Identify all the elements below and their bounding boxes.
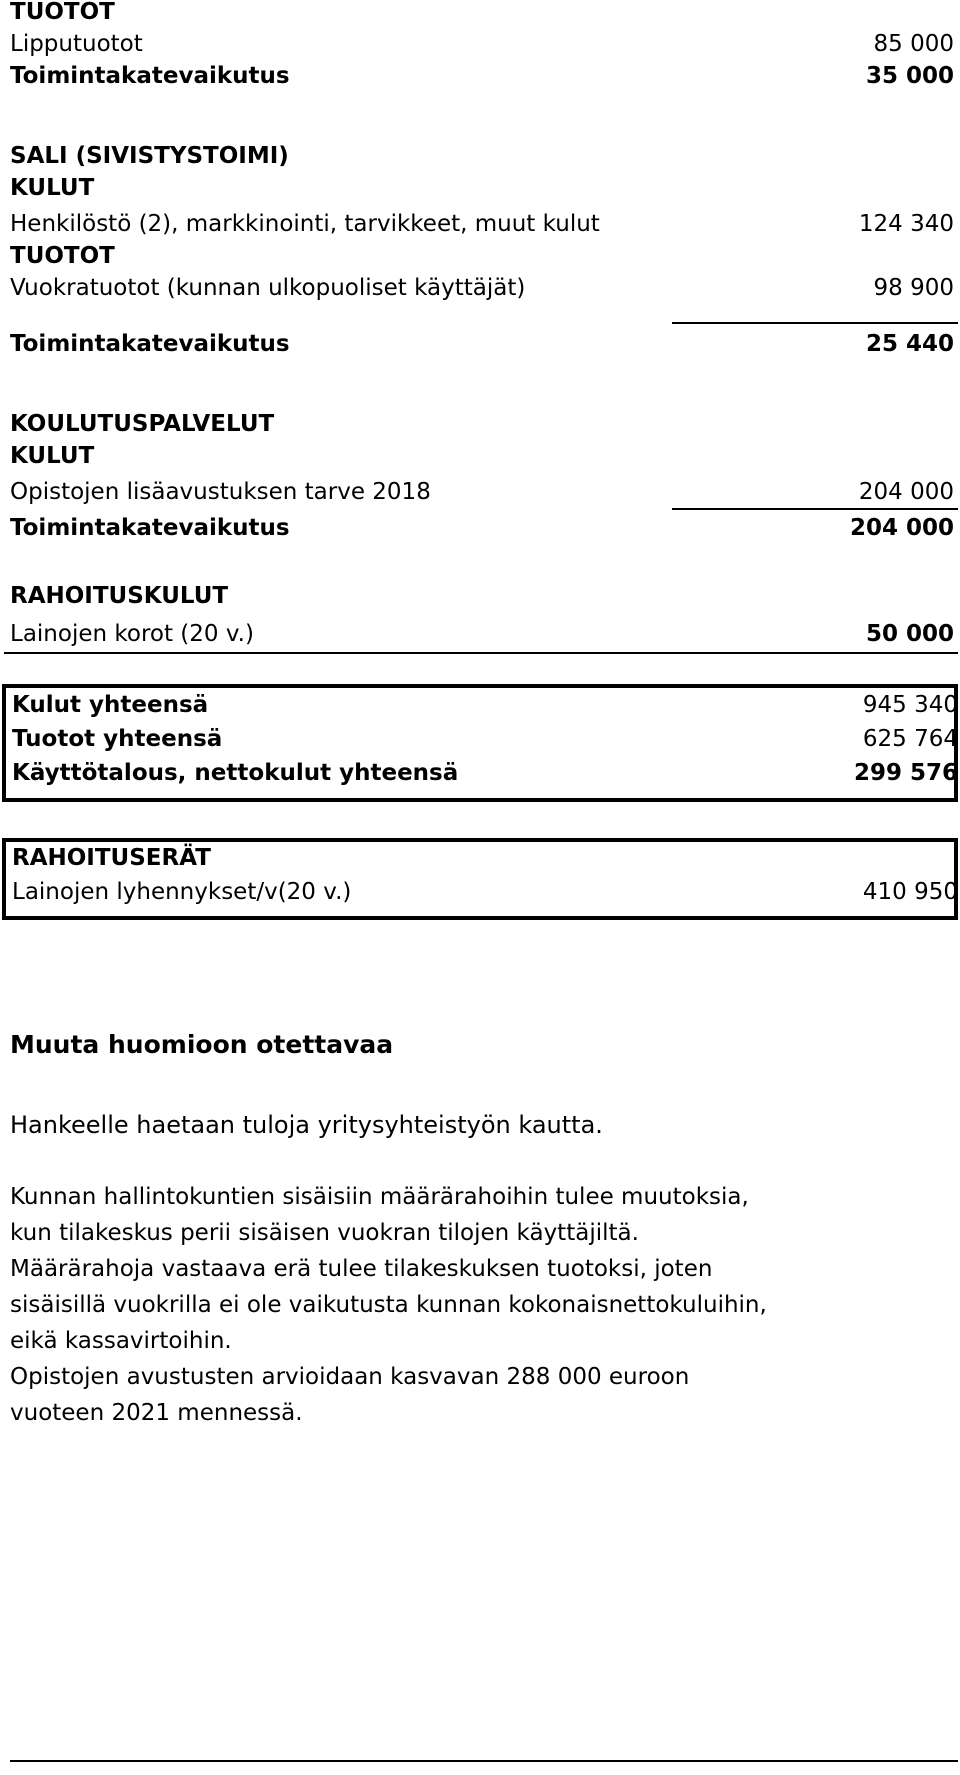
heading-text: KULUT: [10, 175, 95, 201]
row-kayttotalous-nettokulut: [12, 755, 958, 791]
row-label: Tuotot yhteensä: [12, 726, 223, 752]
row-opistojen-lisaavustus: [10, 474, 954, 510]
row-label: Käyttötalous, nettokulut yhteensä: [12, 760, 459, 786]
heading-text: TUOTOT: [10, 243, 115, 269]
summary-box: [2, 684, 958, 802]
row-label: Lainojen korot (20 v.): [10, 621, 254, 647]
row-toimintakatevaikutus-2: [10, 326, 954, 362]
notes-line: sisäisillä vuokrilla ei ole vaikutusta kunnan kokonaisnettokuluihin,: [10, 1292, 767, 1318]
notes-line: vuoteen 2021 mennessä.: [10, 1400, 303, 1426]
section-heading-rahoituskulut: [10, 578, 954, 614]
heading-text: KULUT: [10, 443, 95, 469]
heading-text: TUOTOT: [10, 0, 115, 25]
notes-line: eikä kassavirtoihin.: [10, 1328, 232, 1354]
row-henkilosto: [10, 206, 954, 242]
row-value: 25 440: [865, 331, 954, 357]
row-value: 204 000: [858, 479, 954, 505]
subheading-kulut-2: [10, 438, 954, 474]
row-lainojen-korot: [10, 616, 954, 652]
row-toimintakatevaikutus-1: [10, 58, 954, 94]
rahoituserat-box: [2, 838, 958, 920]
subheading-tuotot: [10, 238, 954, 274]
subheading-kulut: [10, 170, 954, 206]
row-value: 85 000: [873, 31, 954, 57]
section-heading-koulutuspalvelut: [10, 406, 954, 442]
row-label: Toimintakatevaikutus: [10, 63, 290, 89]
notes-line: kun tilakeskus perii sisäisen vuokran tilojen käyttäjiltä.: [10, 1220, 639, 1246]
notes-line: Kunnan hallintokuntien sisäisiin määrärahoihin tulee muutoksia,: [10, 1184, 749, 1210]
row-label: Opistojen lisäavustuksen tarve 2018: [10, 479, 431, 505]
row-vuokratuotot: [10, 270, 954, 306]
row-tuotot-yhteensa: [12, 721, 958, 757]
row-kulut-yhteensa: [12, 687, 958, 723]
row-lipputuotot: [10, 26, 954, 62]
row-label: Henkilöstö (2), markkinointi, tarvikkeet, muut kulut: [10, 211, 600, 237]
row-toimintakatevaikutus-3: [10, 510, 954, 546]
heading-text: RAHOITUSKULUT: [10, 583, 229, 609]
notes-line: Määrärahoja vastaava erä tulee tilakeskuksen tuotoksi, joten: [10, 1256, 713, 1282]
section-heading-sali: [10, 138, 954, 174]
row-label: Vuokratuotot (kunnan ulkopuoliset käyttäjät): [10, 275, 526, 301]
row-value: 35 000: [865, 63, 954, 89]
section-underline: [4, 652, 958, 654]
section-heading-rahoituserat: [12, 840, 958, 876]
sum-underline: [672, 322, 958, 324]
row-label: Kulut yhteensä: [12, 692, 209, 718]
notes-heading: Muuta huomioon otettavaa: [10, 1030, 394, 1059]
heading-text: KOULUTUSPALVELUT: [10, 411, 275, 437]
heading-text: SALI (SIVISTYSTOIMI): [10, 143, 289, 169]
row-label: Lainojen lyhennykset/v(20 v.): [12, 879, 352, 905]
row-value: 410 950: [862, 879, 958, 905]
bottom-divider: [10, 1760, 958, 1762]
row-value: 98 900: [873, 275, 954, 301]
row-value: 204 000: [849, 515, 954, 541]
notes-line: Opistojen avustusten arvioidaan kasvavan 288 000 euroon: [10, 1364, 690, 1390]
row-lainojen-lyhennykset: [12, 874, 958, 910]
row-label: Toimintakatevaikutus: [10, 515, 290, 541]
row-value: 625 764: [862, 726, 958, 752]
row-value: 945 340: [862, 692, 958, 718]
notes-paragraph-1: Hankeelle haetaan tuloja yritysyhteistyön kautta.: [10, 1111, 603, 1139]
row-value: 50 000: [865, 621, 954, 647]
heading-text: RAHOITUSERÄT: [12, 845, 211, 871]
row-label: Lipputuotot: [10, 31, 143, 57]
row-value: 124 340: [858, 211, 954, 237]
row-label: Toimintakatevaikutus: [10, 331, 290, 357]
row-value: 299 576: [853, 760, 958, 786]
